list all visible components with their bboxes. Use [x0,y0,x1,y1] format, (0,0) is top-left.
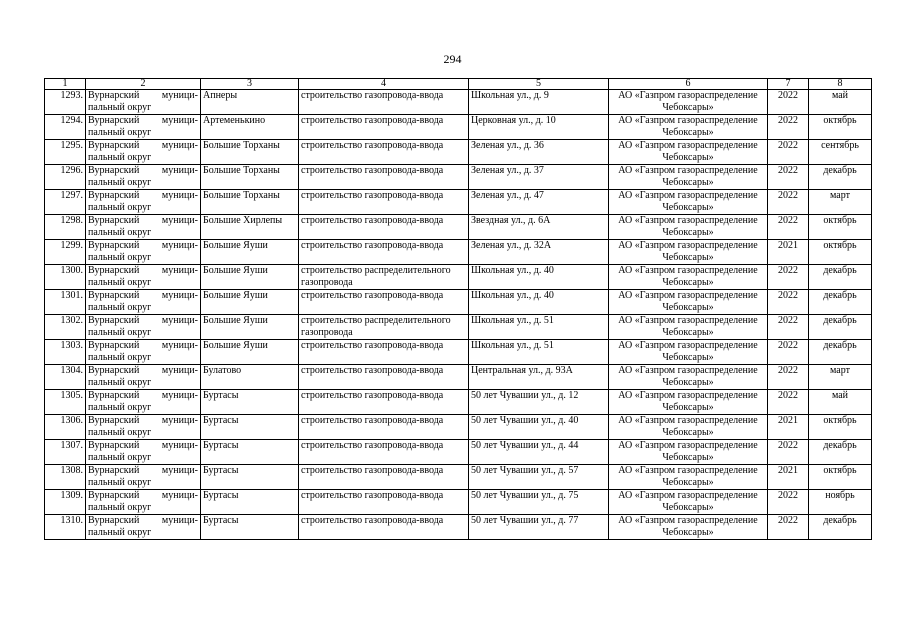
organization-cell [609,440,768,465]
work-type-line: строительство газопровода-ввода [301,165,444,176]
month-cell: май [809,90,872,115]
organization-line: АО «Газпром газораспределение [618,240,758,251]
year-cell: 2022 [768,490,809,515]
month-cell: октябрь [809,465,872,490]
locality-cell: Буртасы [201,390,299,415]
district-line: пальный округ [88,502,152,513]
address-cell: Зеленая ул., д. 32А [469,240,609,265]
table-row [45,215,872,240]
district-line: Вурнарский муници- [88,140,198,151]
locality-cell: Булатово [201,365,299,390]
address-cell: Школьная ул., д. 40 [469,265,609,290]
district-cell [86,140,201,165]
year-cell: 2022 [768,315,809,340]
address-cell: 50 лет Чувашии ул., д. 77 [469,515,609,540]
district-cell [86,490,201,515]
year-cell: 2022 [768,340,809,365]
organization-line: АО «Газпром газораспределение [618,190,758,201]
district-line: пальный округ [88,177,152,188]
locality-cell: Большие Хирлепы [201,215,299,240]
work-type-line: строительство газопровода-ввода [301,240,444,251]
work-type-cell [299,515,469,540]
locality-cell: Большие Торханы [201,190,299,215]
organization-cell [609,190,768,215]
column-header: 8 [809,79,872,90]
work-type-line: строительство газопровода-ввода [301,190,444,201]
work-type-cell [299,265,469,290]
organization-line: АО «Газпром газораспределение [618,90,758,101]
district-cell [86,365,201,390]
district-line: пальный округ [88,252,152,263]
organization-line: Чебоксары» [662,202,714,213]
district-cell [86,265,201,290]
organization-line: Чебоксары» [662,252,714,263]
organization-line: АО «Газпром газораспределение [618,490,758,501]
work-type-line: строительство газопровода-ввода [301,90,444,101]
address-cell: Церковная ул., д. 10 [469,115,609,140]
work-type-cell [299,215,469,240]
row-number: 1307. [45,440,86,465]
work-type-line: строительство газопровода-ввода [301,140,444,151]
organization-line: АО «Газпром газораспределение [618,215,758,226]
table-row [45,490,872,515]
district-line: Вурнарский муници- [88,515,198,526]
column-header: 1 [45,79,86,90]
organization-line: Чебоксары» [662,527,714,538]
district-line: пальный округ [88,227,152,238]
work-type-line: строительство распределительного [301,315,451,326]
organization-line: Чебоксары» [662,302,714,313]
month-cell: декабрь [809,440,872,465]
organization-cell [609,215,768,240]
locality-cell: Буртасы [201,465,299,490]
organization-line: АО «Газпром газораспределение [618,390,758,401]
month-cell: октябрь [809,415,872,440]
work-type-line: строительство газопровода-ввода [301,340,444,351]
organization-line: Чебоксары» [662,377,714,388]
address-cell: Центральная ул., д. 93А [469,365,609,390]
district-line: пальный округ [88,402,152,413]
table-row [45,115,872,140]
organization-cell [609,290,768,315]
table-row [45,415,872,440]
column-number-header-row [45,79,872,90]
work-type-line: строительство газопровода-ввода [301,440,444,451]
organization-line: АО «Газпром газораспределение [618,140,758,151]
district-line: Вурнарский муници- [88,490,198,501]
district-line: пальный округ [88,202,152,213]
work-type-line: строительство распределительного [301,265,451,276]
year-cell: 2021 [768,465,809,490]
organization-cell [609,340,768,365]
work-type-cell [299,465,469,490]
row-number: 1305. [45,390,86,415]
work-type-cell [299,165,469,190]
year-cell: 2022 [768,515,809,540]
organization-cell [609,465,768,490]
organization-cell [609,140,768,165]
locality-cell: Апнеры [201,90,299,115]
work-type-line: строительство газопровода-ввода [301,415,444,426]
address-cell: Школьная ул., д. 9 [469,90,609,115]
organization-cell [609,365,768,390]
district-line: Вурнарский муници- [88,290,198,301]
district-line: пальный округ [88,327,152,338]
locality-cell: Большие Яуши [201,265,299,290]
address-cell: Зеленая ул., д. 36 [469,140,609,165]
work-type-cell [299,90,469,115]
district-cell [86,165,201,190]
organization-line: Чебоксары» [662,402,714,413]
gas-pipeline-register-table [44,78,872,540]
district-line: Вурнарский муници- [88,340,198,351]
work-type-cell [299,290,469,315]
row-number: 1302. [45,315,86,340]
locality-cell: Большие Яуши [201,240,299,265]
organization-cell [609,315,768,340]
year-cell: 2022 [768,115,809,140]
address-cell: 50 лет Чувашии ул., д. 12 [469,390,609,415]
organization-line: АО «Газпром газораспределение [618,265,758,276]
district-line: пальный округ [88,152,152,163]
column-header: 5 [469,79,609,90]
column-header: 7 [768,79,809,90]
year-cell: 2022 [768,365,809,390]
district-line: пальный округ [88,352,152,363]
row-number: 1306. [45,415,86,440]
row-number: 1298. [45,215,86,240]
month-cell: декабрь [809,290,872,315]
district-cell [86,515,201,540]
organization-line: Чебоксары» [662,177,714,188]
table-row [45,265,872,290]
organization-line: АО «Газпром газораспределение [618,165,758,176]
table-row [45,390,872,415]
year-cell: 2022 [768,390,809,415]
address-cell: Школьная ул., д. 51 [469,315,609,340]
table-row [45,465,872,490]
organization-cell [609,390,768,415]
locality-cell: Буртасы [201,490,299,515]
locality-cell: Буртасы [201,440,299,465]
district-line: пальный округ [88,377,152,388]
month-cell: март [809,365,872,390]
work-type-cell [299,390,469,415]
district-line: Вурнарский муници- [88,365,198,376]
address-cell: 50 лет Чувашии ул., д. 40 [469,415,609,440]
row-number: 1304. [45,365,86,390]
row-number: 1297. [45,190,86,215]
work-type-cell [299,365,469,390]
district-cell [86,315,201,340]
organization-line: АО «Газпром газораспределение [618,340,758,351]
month-cell: октябрь [809,240,872,265]
district-cell [86,190,201,215]
district-cell [86,240,201,265]
work-type-cell [299,115,469,140]
district-line: пальный округ [88,427,152,438]
column-header: 3 [201,79,299,90]
district-line: пальный округ [88,527,152,538]
organization-cell [609,240,768,265]
district-line: пальный округ [88,452,152,463]
table-row [45,290,872,315]
work-type-line: строительство газопровода-ввода [301,365,444,376]
row-number: 1300. [45,265,86,290]
district-line: пальный округ [88,277,152,288]
row-number: 1301. [45,290,86,315]
address-cell: Школьная ул., д. 40 [469,290,609,315]
month-cell: октябрь [809,215,872,240]
month-cell: декабрь [809,340,872,365]
row-number: 1293. [45,90,86,115]
address-cell: Звездная ул., д. 6А [469,215,609,240]
locality-cell: Большие Яуши [201,340,299,365]
month-cell: май [809,390,872,415]
district-line: Вурнарский муници- [88,465,198,476]
district-cell [86,215,201,240]
month-cell: декабрь [809,165,872,190]
column-header: 2 [86,79,201,90]
column-header: 6 [609,79,768,90]
district-line: Вурнарский муници- [88,315,198,326]
organization-line: АО «Газпром газораспределение [618,440,758,451]
district-line: пальный округ [88,127,152,138]
year-cell: 2021 [768,415,809,440]
district-line: Вурнарский муници- [88,390,198,401]
organization-line: АО «Газпром газораспределение [618,115,758,126]
column-header: 4 [299,79,469,90]
organization-cell [609,165,768,190]
organization-cell [609,490,768,515]
year-cell: 2022 [768,140,809,165]
organization-cell [609,90,768,115]
district-line: Вурнарский муници- [88,165,198,176]
table-row [45,165,872,190]
table-row [45,90,872,115]
year-cell: 2022 [768,290,809,315]
month-cell: сентябрь [809,140,872,165]
organization-line: АО «Газпром газораспределение [618,290,758,301]
address-cell: Зеленая ул., д. 37 [469,165,609,190]
district-cell [86,290,201,315]
district-line: Вурнарский муници- [88,240,198,251]
row-number: 1308. [45,465,86,490]
district-line: пальный округ [88,102,152,113]
year-cell: 2022 [768,190,809,215]
work-type-cell [299,190,469,215]
table-row [45,515,872,540]
table-row [45,190,872,215]
work-type-cell [299,315,469,340]
table-row [45,140,872,165]
year-cell: 2022 [768,90,809,115]
organization-line: Чебоксары» [662,502,714,513]
table-row [45,240,872,265]
organization-line: АО «Газпром газораспределение [618,365,758,376]
address-cell: 50 лет Чувашии ул., д. 75 [469,490,609,515]
table-row [45,315,872,340]
organization-line: Чебоксары» [662,102,714,113]
organization-line: Чебоксары» [662,277,714,288]
year-cell: 2022 [768,165,809,190]
month-cell: декабрь [809,315,872,340]
month-cell: декабрь [809,515,872,540]
month-cell: октябрь [809,115,872,140]
work-type-cell [299,340,469,365]
locality-cell: Буртасы [201,415,299,440]
address-cell: 50 лет Чувашии ул., д. 57 [469,465,609,490]
work-type-cell [299,440,469,465]
organization-cell [609,515,768,540]
district-cell [86,90,201,115]
work-type-line: строительство газопровода-ввода [301,115,444,126]
row-number: 1303. [45,340,86,365]
month-cell: ноябрь [809,490,872,515]
organization-cell [609,115,768,140]
organization-line: Чебоксары» [662,127,714,138]
row-number: 1296. [45,165,86,190]
organization-line: Чебоксары» [662,327,714,338]
table-row [45,365,872,390]
table-row [45,340,872,365]
work-type-line: строительство газопровода-ввода [301,490,444,501]
organization-line: Чебоксары» [662,427,714,438]
district-line: Вурнарский муници- [88,215,198,226]
district-line: Вурнарский муници- [88,90,198,101]
locality-cell: Буртасы [201,515,299,540]
organization-line: Чебоксары» [662,352,714,363]
address-cell: Школьная ул., д. 51 [469,340,609,365]
district-line: Вурнарский муници- [88,415,198,426]
month-cell: март [809,190,872,215]
organization-line: Чебоксары» [662,477,714,488]
organization-line: Чебоксары» [662,152,714,163]
page-number: 294 [443,52,462,66]
row-number: 1310. [45,515,86,540]
row-number: 1295. [45,140,86,165]
work-type-cell [299,415,469,440]
locality-cell: Большие Яуши [201,315,299,340]
work-type-cell [299,140,469,165]
organization-line: Чебоксары» [662,452,714,463]
organization-line: Чебоксары» [662,227,714,238]
district-line: пальный округ [88,302,152,313]
district-cell [86,465,201,490]
locality-cell: Большие Торханы [201,165,299,190]
work-type-line: газопровода [301,327,353,338]
organization-cell [609,265,768,290]
work-type-cell [299,240,469,265]
district-line: Вурнарский муници- [88,265,198,276]
work-type-line: строительство газопровода-ввода [301,215,444,226]
district-line: пальный округ [88,477,152,488]
district-cell [86,115,201,140]
work-type-line: строительство газопровода-ввода [301,290,444,301]
table-row [45,440,872,465]
month-cell: декабрь [809,265,872,290]
district-cell [86,390,201,415]
work-type-cell [299,490,469,515]
year-cell: 2022 [768,215,809,240]
row-number: 1294. [45,115,86,140]
organization-line: АО «Газпром газораспределение [618,465,758,476]
row-number: 1299. [45,240,86,265]
year-cell: 2022 [768,265,809,290]
organization-line: АО «Газпром газораспределение [618,415,758,426]
work-type-line: газопровода [301,277,353,288]
row-number: 1309. [45,490,86,515]
district-line: Вурнарский муници- [88,190,198,201]
locality-cell: Артеменькино [201,115,299,140]
locality-cell: Большие Торханы [201,140,299,165]
organization-line: АО «Газпром газораспределение [618,315,758,326]
work-type-line: строительство газопровода-ввода [301,515,444,526]
work-type-line: строительство газопровода-ввода [301,465,444,476]
address-cell: Зеленая ул., д. 47 [469,190,609,215]
district-line: Вурнарский муници- [88,440,198,451]
organization-line: АО «Газпром газораспределение [618,515,758,526]
district-cell [86,340,201,365]
year-cell: 2021 [768,240,809,265]
district-line: Вурнарский муници- [88,115,198,126]
address-cell: 50 лет Чувашии ул., д. 44 [469,440,609,465]
locality-cell: Большие Яуши [201,290,299,315]
year-cell: 2022 [768,440,809,465]
work-type-line: строительство газопровода-ввода [301,390,444,401]
organization-cell [609,415,768,440]
district-cell [86,440,201,465]
district-cell [86,415,201,440]
